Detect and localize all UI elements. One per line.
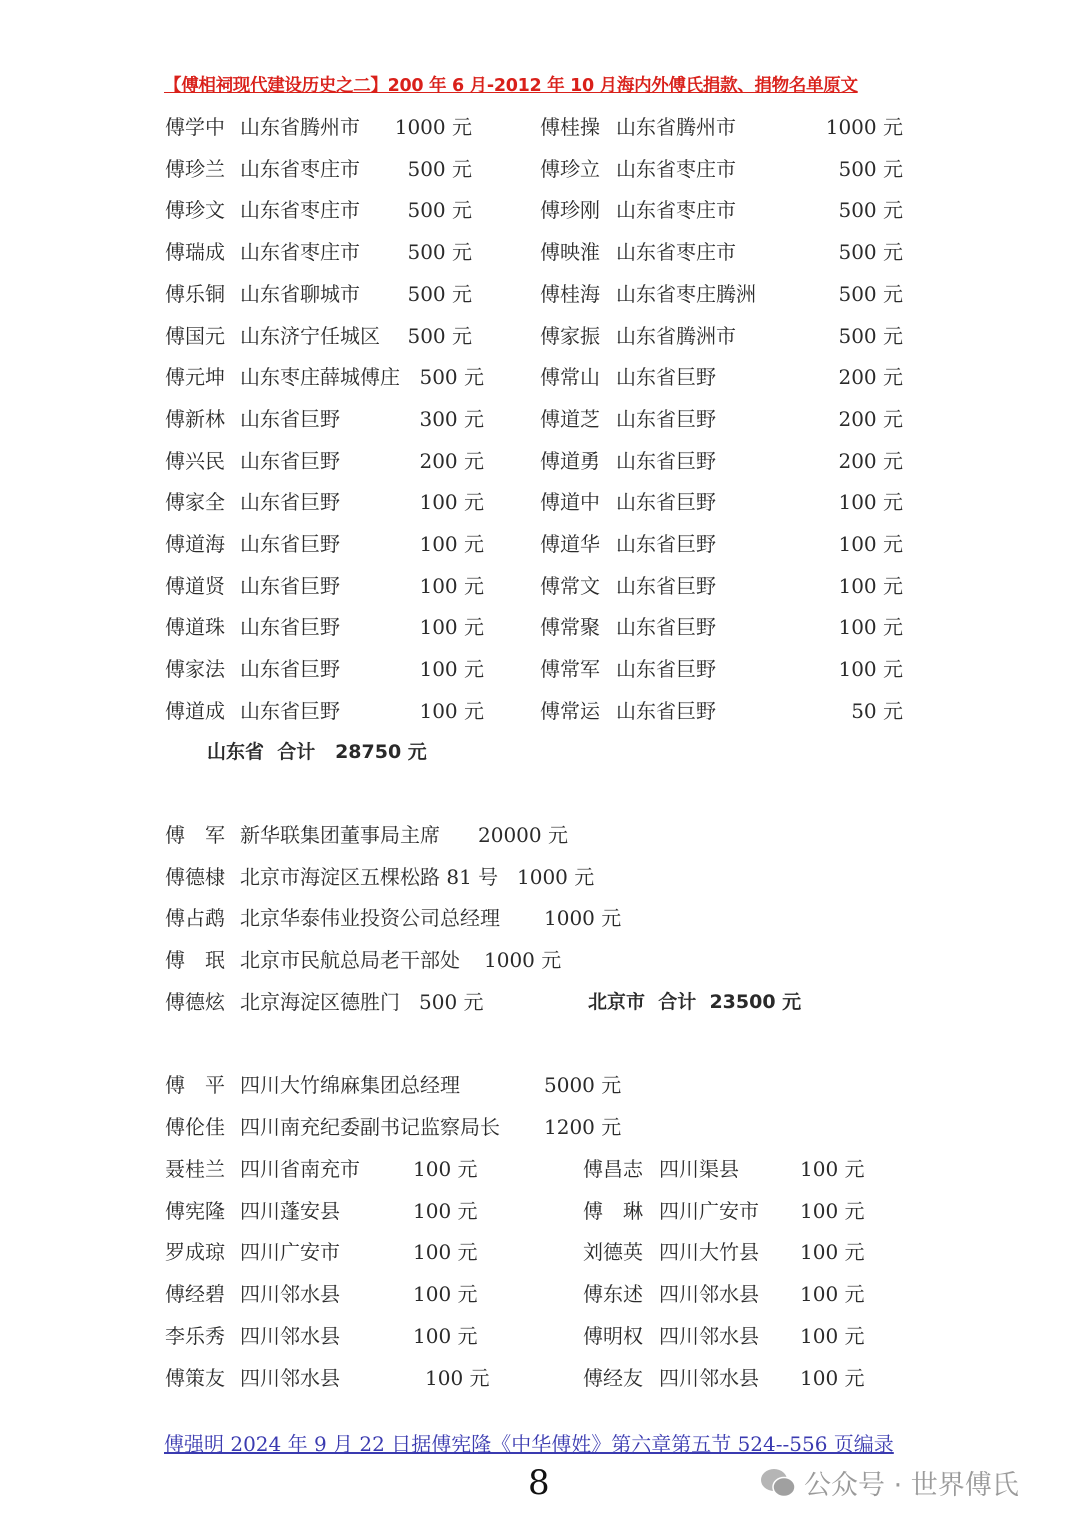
donor-name: 傅东述	[583, 1282, 643, 1307]
donor-location: 山东省巨野	[616, 406, 716, 431]
donation-amount: 500 元	[407, 198, 472, 223]
donor-name: 傅元坤	[165, 365, 225, 390]
donor-name: 刘德英	[583, 1240, 643, 1265]
donor-location: 北京海淀区德胜门	[240, 989, 400, 1014]
page-number: 8	[528, 1463, 550, 1503]
donor-name: 傅 琳	[583, 1198, 643, 1223]
donation-amount: 1000 元	[544, 906, 622, 931]
donation-amount: 100 元	[413, 1157, 478, 1181]
donor-location: 四川省南充市	[240, 1157, 360, 1181]
donor-name: 傅兴民	[165, 448, 225, 473]
donor-name: 傅道贤	[165, 573, 225, 598]
donation-amount: 300 元	[419, 406, 484, 431]
donor-location: 四川邻水县	[659, 1323, 759, 1348]
donor-location: 山东省腾州市	[616, 115, 736, 139]
donation-amount: 500 元	[407, 281, 472, 306]
donation-amount: 500 元	[838, 156, 903, 181]
donor-name: 傅常山	[540, 365, 600, 390]
donor-name: 傅常聚	[540, 615, 600, 640]
donor-name: 傅家全	[165, 490, 225, 515]
donation-amount: 100 元	[419, 698, 484, 723]
donation-amount: 100 元	[800, 1157, 865, 1181]
donor-location: 四川广安市	[240, 1240, 340, 1265]
donation-amount: 500 元	[419, 365, 484, 390]
donor-location: 山东省巨野	[240, 406, 340, 431]
donation-amount: 100 元	[838, 615, 903, 640]
donation-amount: 100 元	[838, 657, 903, 682]
donor-location: 山东省巨野	[616, 698, 716, 723]
donor-location: 山东省腾洲市	[616, 323, 736, 348]
donor-location: 山东省腾州市	[240, 115, 360, 139]
donation-amount: 200 元	[419, 448, 484, 473]
donor-name: 傅德棣	[165, 864, 225, 889]
donor-name: 傅占鹉	[165, 906, 225, 931]
donation-amount: 100 元	[800, 1365, 865, 1390]
donation-amount: 100 元	[800, 1240, 865, 1265]
donor-location: 四川南充纪委副书记监察局长	[240, 1114, 500, 1139]
donation-amount: 100 元	[800, 1198, 865, 1223]
donation-amount: 1000 元	[394, 115, 472, 139]
donor-name: 傅道华	[540, 532, 600, 556]
donor-location: 山东省巨野	[616, 657, 716, 682]
donation-amount: 100 元	[838, 490, 903, 515]
donation-amount: 200 元	[838, 448, 903, 473]
donation-amount: 100 元	[838, 532, 903, 556]
watermark	[760, 1463, 1019, 1502]
donor-name: 傅道海	[165, 532, 225, 556]
donation-amount: 100 元	[425, 1365, 490, 1390]
donor-name: 傅珍文	[165, 198, 225, 223]
donor-location: 山东省巨野	[616, 573, 716, 598]
donor-name: 傅昌志	[583, 1157, 643, 1181]
donor-location: 四川大竹绵麻集团总经理	[240, 1073, 460, 1097]
donation-amount: 100 元	[800, 1282, 865, 1307]
donor-location: 山东省枣庄市	[240, 198, 360, 223]
watermark-text: 公众号 · 世界傅氏	[804, 1470, 1019, 1501]
donation-amount: 100 元	[419, 615, 484, 640]
donor-name: 傅瑞成	[165, 240, 225, 265]
donor-name: 傅桂海	[540, 281, 600, 306]
donor-location: 山东省巨野	[240, 657, 340, 682]
donation-amount: 100 元	[413, 1282, 478, 1307]
donor-location: 山东省枣庄市	[616, 198, 736, 223]
donor-location: 山东省枣庄腾洲	[616, 281, 756, 306]
donor-location: 山东省枣庄市	[240, 240, 360, 265]
donor-name: 傅伦佳	[165, 1114, 225, 1139]
donation-amount: 500 元	[838, 323, 903, 348]
donor-location: 山东省巨野	[616, 448, 716, 473]
donor-location: 山东省枣庄市	[616, 156, 736, 181]
donor-location: 山东省巨野	[240, 615, 340, 640]
donor-name: 傅新林	[165, 406, 225, 431]
shandong-total: 山东省 合计 28750 元	[207, 741, 427, 763]
donation-amount: 100 元	[413, 1240, 478, 1265]
donor-name: 傅学中	[165, 115, 225, 139]
donation-amount: 100 元	[419, 573, 484, 598]
donor-name: 傅桂操	[540, 115, 600, 139]
donor-name: 傅德炫	[165, 989, 225, 1014]
donor-name: 傅乐铜	[165, 281, 225, 306]
donor-name: 傅家法	[165, 657, 225, 682]
donor-location: 山东省巨野	[240, 448, 340, 473]
donor-name: 傅道勇	[540, 448, 600, 473]
donation-amount: 100 元	[413, 1323, 478, 1348]
donation-amount: 500 元	[838, 281, 903, 306]
donor-name: 傅家振	[540, 323, 600, 348]
donation-amount: 500 元	[407, 240, 472, 265]
donor-name: 傅珍刚	[540, 198, 600, 223]
donation-amount: 100 元	[413, 1198, 478, 1223]
donation-amount: 20000 元	[478, 823, 568, 847]
donation-amount: 100 元	[419, 657, 484, 682]
donor-name: 聂桂兰	[165, 1157, 225, 1181]
donation-amount: 1000 元	[484, 948, 562, 973]
donor-location: 北京华泰伟业投资公司总经理	[240, 906, 500, 931]
donation-amount: 100 元	[838, 573, 903, 598]
donation-amount: 1000 元	[517, 864, 595, 889]
donor-name: 傅宪隆	[165, 1198, 225, 1223]
donation-amount: 500 元	[407, 323, 472, 348]
donation-amount: 1000 元	[825, 115, 903, 139]
donor-location: 北京市民航总局老干部处	[240, 948, 460, 973]
donor-name: 傅道中	[540, 490, 600, 515]
donor-location: 山东省枣庄市	[240, 156, 360, 181]
donor-location: 四川邻水县	[240, 1365, 340, 1390]
donor-location: 山东省巨野	[240, 490, 340, 515]
donor-name: 傅道芝	[540, 406, 600, 431]
donor-location: 山东省巨野	[240, 698, 340, 723]
donor-name: 傅珍兰	[165, 156, 225, 181]
donation-amount: 500 元	[407, 156, 472, 181]
donor-name: 傅常运	[540, 698, 600, 723]
donor-location: 四川蓬安县	[240, 1198, 340, 1223]
footer-source-link[interactable]: 傅强明 2024 年 9 月 22 日据傅宪隆《中华傅姓》第六章第五节 524--556 页编录	[164, 1432, 894, 1456]
donation-amount: 500 元	[838, 240, 903, 265]
wechat-icon	[760, 1468, 796, 1498]
donor-location: 四川邻水县	[659, 1365, 759, 1390]
donor-location: 山东枣庄薛城傅庄	[240, 365, 400, 390]
donor-location: 四川广安市	[659, 1198, 759, 1223]
donor-name: 傅珍立	[540, 156, 600, 181]
donor-location: 四川邻水县	[240, 1282, 340, 1307]
donor-name: 傅常文	[540, 573, 600, 598]
donor-location: 山东省巨野	[616, 615, 716, 640]
donor-name: 傅 军	[165, 823, 225, 847]
donor-location: 四川邻水县	[240, 1323, 340, 1348]
donor-location: 山东省巨野	[240, 532, 340, 556]
donation-amount: 100 元	[419, 490, 484, 515]
donor-name: 傅 珉	[165, 948, 225, 973]
donor-name: 傅国元	[165, 323, 225, 348]
donation-amount: 100 元	[800, 1323, 865, 1348]
donor-location: 山东省枣庄市	[616, 240, 736, 265]
donor-location: 山东省聊城市	[240, 281, 360, 306]
donation-amount: 200 元	[838, 406, 903, 431]
donor-name: 傅道成	[165, 698, 225, 723]
donation-amount: 500 元	[838, 198, 903, 223]
donor-location: 四川邻水县	[659, 1282, 759, 1307]
donation-amount: 100 元	[419, 532, 484, 556]
donor-name: 罗成琼	[165, 1240, 225, 1265]
donor-location: 山东省巨野	[616, 532, 716, 556]
donor-name: 傅道珠	[165, 615, 225, 640]
donor-name: 傅经碧	[165, 1282, 225, 1307]
donor-location: 四川渠县	[659, 1157, 739, 1181]
donor-location: 山东省巨野	[616, 490, 716, 515]
donor-location: 山东省巨野	[616, 365, 716, 390]
donation-amount: 5000 元	[544, 1073, 622, 1097]
donation-amount: 1200 元	[544, 1114, 622, 1139]
beijing-total: 北京市 合计 23500 元	[588, 991, 802, 1013]
donor-name: 傅 平	[165, 1073, 225, 1097]
donation-amount: 200 元	[838, 365, 903, 390]
donor-name: 李乐秀	[165, 1323, 225, 1348]
document-title: 【傅相祠现代建设历史之二】200 年 6 月-2012 年 10 月海内外傅氏捐款、捐物名单原文	[164, 76, 858, 96]
donor-name: 傅明权	[583, 1323, 643, 1348]
donor-location: 北京市海淀区五棵松路 81 号	[240, 864, 499, 889]
donor-location: 山东省巨野	[240, 573, 340, 598]
donor-name: 傅映淮	[540, 240, 600, 265]
donor-name: 傅策友	[165, 1365, 225, 1390]
donor-location: 山东济宁任城区	[240, 323, 380, 348]
donor-name: 傅常军	[540, 657, 600, 682]
donor-name: 傅经友	[583, 1365, 643, 1390]
donation-amount: 500 元	[419, 989, 484, 1014]
donor-location: 新华联集团董事局主席	[240, 823, 440, 847]
donation-amount: 50 元	[851, 698, 903, 723]
donor-location: 四川大竹县	[659, 1240, 759, 1265]
